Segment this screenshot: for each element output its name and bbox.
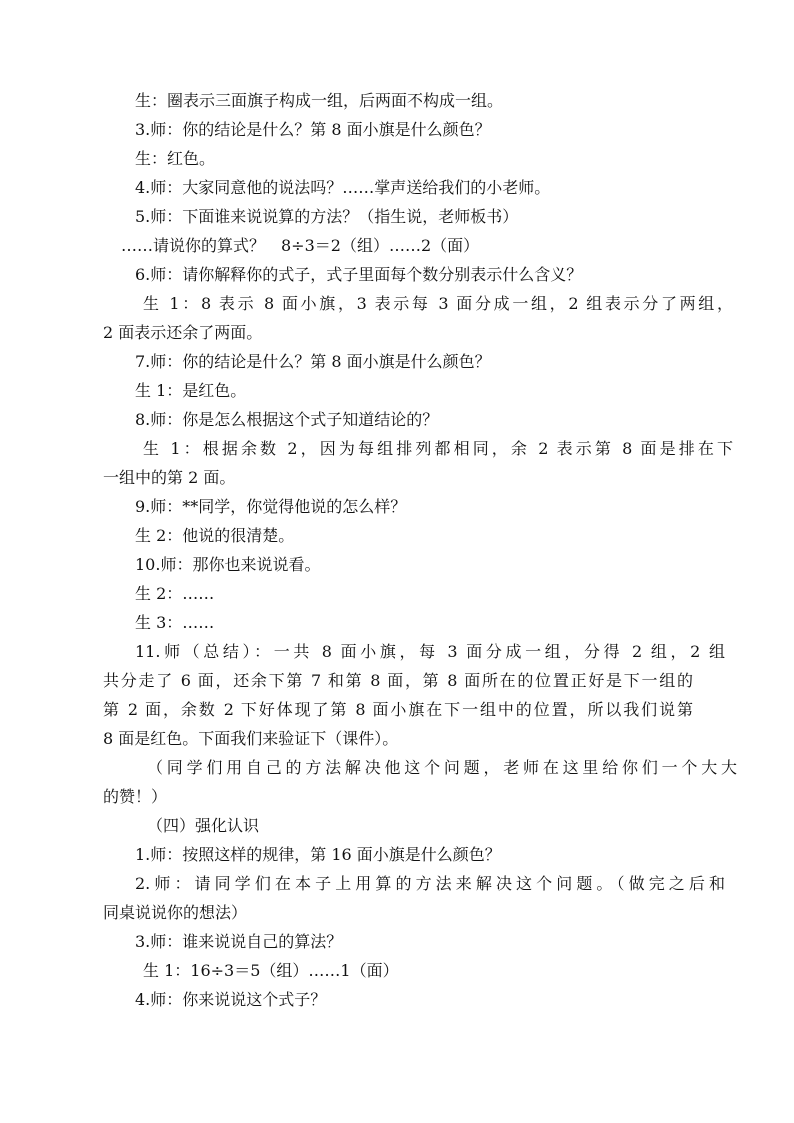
- paragraph-line: 的赞！）: [103, 787, 168, 806]
- paragraph-line: 8.师：你是怎么根据这个式子知道结论的？: [135, 410, 439, 429]
- paragraph-line: 同桌说说你的想法）: [103, 903, 248, 922]
- paragraph-line: 生 2：他说的很清楚。: [135, 526, 295, 545]
- paragraph-line: 一组中的第 2 面。: [103, 468, 236, 487]
- paragraph-line: 生 1：根据余数 2，因为每组排列都相同，余 2 表示第 8 面是排在下: [143, 439, 733, 458]
- paragraph-line: 3.师：谁来说说自己的算法？: [135, 932, 343, 951]
- paragraph-line: 生：红色。: [135, 149, 216, 168]
- paragraph-line: 2.师：请同学们在本子上用算的方法来解决这个问题。（做完之后和: [135, 874, 725, 893]
- paragraph-line: 9.师：**同学，你觉得他说的怎么样？: [135, 497, 407, 516]
- paragraph-line: 7.师：你的结论是什么？第 8 面小旗是什么颜色？: [135, 352, 491, 371]
- paragraph-line: 4.师：你来说说这个式子？: [135, 990, 327, 1009]
- paragraph-line: 生 1：8 表示 8 面小旗，3 表示每 3 面分成一组，2 组表示分了两组，: [143, 294, 733, 313]
- section-heading: （四）强化认识: [147, 816, 260, 835]
- paragraph-line: 8 面是红色。下面我们来验证下（课件）。: [103, 729, 399, 748]
- paragraph-line: 生 3：……: [135, 613, 215, 632]
- paragraph-line: 3.师：你的结论是什么？第 8 面小旗是什么颜色？: [135, 120, 491, 139]
- paragraph-line: （同学们用自己的方法解决他这个问题，老师在这里给你们一个大大: [147, 758, 737, 777]
- paragraph-line: 第 2 面，余数 2 下好体现了第 8 面小旗在下一组中的位置，所以我们说第: [103, 700, 693, 719]
- paragraph-line: 11.师（总结）：一共 8 面小旗，每 3 面分成一组，分得 2 组，2 组: [135, 642, 725, 661]
- paragraph-line: 5.师：下面谁来说说算的方法？（指生说，老师板书）: [135, 207, 519, 226]
- paragraph-line: 共分走了 6 面，还余下第 7 和第 8 面，第 8 面所在的位置正好是下一组的: [103, 671, 693, 690]
- paragraph-line: 10.师：那你也来说说看。: [135, 555, 321, 574]
- paragraph-line: ……请说你的算式？ 8÷3＝2（组）……2（面）: [121, 236, 480, 255]
- paragraph-line: 6.师：请你解释你的式子，式子里面每个数分别表示什么含义？: [135, 265, 583, 284]
- paragraph-line: 4.师：大家同意他的说法吗？……掌声送给我们的小老师。: [135, 178, 551, 197]
- paragraph-line: 生：圈表示三面旗子构成一组，后两面不构成一组。: [135, 91, 504, 110]
- paragraph-line: 2 面表示还余了两面。: [103, 323, 263, 342]
- paragraph-line: 生 1：是红色。: [135, 381, 247, 400]
- paragraph-line: 生 2：……: [135, 584, 215, 603]
- paragraph-line: 1.师：按照这样的规律，第 16 面小旗是什么颜色？: [135, 845, 501, 864]
- paragraph-line: 生 1：16÷3＝5（组）……1（面）: [143, 961, 399, 980]
